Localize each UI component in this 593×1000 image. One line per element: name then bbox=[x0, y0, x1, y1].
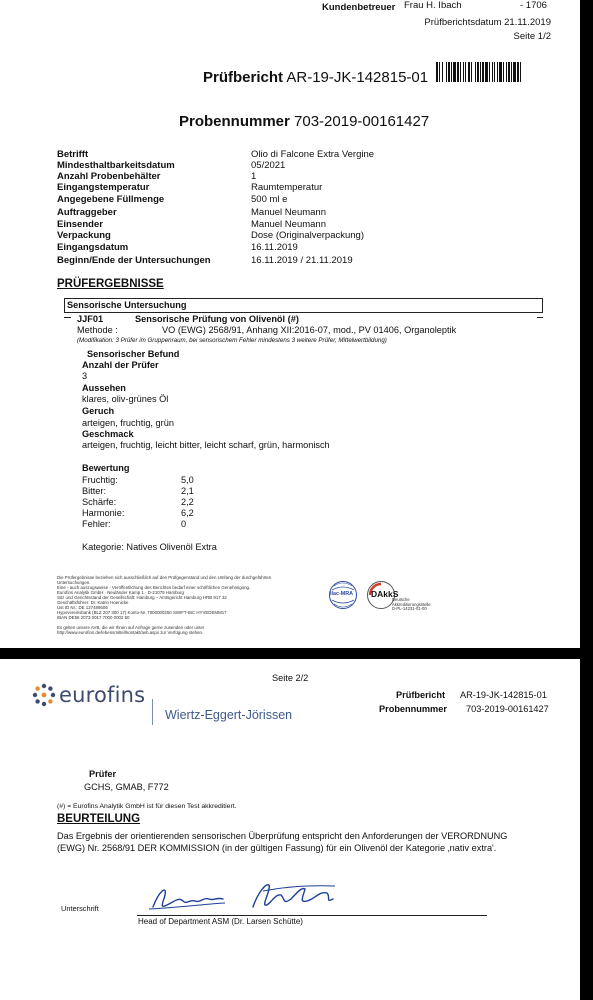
assessment-line-2: (EWG) Nr. 2568/91 DER KOMMISSION (in der gültigen Fassung) für ein Olivenöl der Kategorie ‚nativ extra'. bbox=[57, 843, 497, 853]
info-label: Betrifft bbox=[57, 149, 89, 160]
section-divider-left bbox=[64, 317, 71, 318]
section-divider-right bbox=[537, 317, 543, 318]
test-code: JJF01 bbox=[77, 314, 104, 324]
barcode bbox=[436, 62, 554, 82]
rating-value-fruchtig: 5,0 bbox=[181, 475, 194, 485]
footer-line: Es gelten unsere AVB, die wir Ihnen auf Anfrage gerne zusenden oder unter bbox=[57, 625, 205, 630]
dakks-caption-line: Akkreditierungsstelle bbox=[392, 601, 431, 607]
accreditation-footnote: (#) = Eurofins Analytik GmbH ist für diesen Test akkreditiert. bbox=[57, 803, 237, 810]
footer-line: http://www.eurofins.de/lebensmittel/kontakt/avb.aspx zur Verfügung stehen. bbox=[57, 630, 204, 635]
footer-line: Hypovereinsbank (BLZ 207 300 17) Konto-Nr. 7000000250 SWIFT-BIC HYVEDEMM17 bbox=[57, 610, 227, 615]
rating-label-schaerfe: Schärfe: bbox=[82, 497, 117, 507]
signature-line bbox=[137, 915, 487, 916]
method-value: VO (EWG) 2568/91, Anhang XII:2016-07, mod., PV 01406, Organoleptik bbox=[162, 325, 457, 335]
test-name: Sensorische Prüfung von Olivenöl (#) bbox=[135, 314, 299, 324]
rating-heading: Bewertung bbox=[82, 463, 130, 473]
info-value: 500 ml e bbox=[251, 194, 288, 205]
tester-count-value: 3 bbox=[82, 371, 88, 381]
info-row-mhd bbox=[57, 160, 557, 171]
rating-value-harmonie: 6,2 bbox=[181, 508, 194, 518]
info-label: Mindesthaltbarkeitsdatum bbox=[57, 160, 175, 171]
smell-value: arteigen, fruchtig, grün bbox=[82, 418, 174, 428]
rating-value-fehler: 0 bbox=[181, 519, 187, 529]
info-value: 05/2021 bbox=[251, 160, 286, 171]
footer-line: Untersuchungen. bbox=[57, 580, 91, 585]
assessment-heading: BEURTEILUNG bbox=[57, 813, 141, 825]
tester-label: Prüfer bbox=[89, 769, 117, 779]
report-number: AR-19-JK-142815-01 bbox=[460, 690, 547, 700]
page-number: Seite 1/2 bbox=[513, 31, 551, 42]
report-page-2 bbox=[0, 659, 580, 1000]
info-label: Auftraggeber bbox=[57, 207, 117, 218]
page-number: Seite 2/2 bbox=[272, 673, 309, 683]
info-value: Manuel Neumann bbox=[251, 219, 326, 230]
info-row-auftraggeber bbox=[57, 207, 557, 218]
report-number: AR-19-JK-142815-01 bbox=[286, 69, 429, 86]
tester-count-label: Anzahl der Prüfer bbox=[82, 360, 159, 370]
info-value: Manuel Neumann bbox=[251, 207, 326, 218]
info-row-fuellmenge bbox=[57, 194, 557, 205]
info-row-betrifft bbox=[57, 149, 557, 160]
info-label: Eingangsdatum bbox=[57, 242, 129, 253]
report-number-label: Prüfbericht bbox=[203, 69, 284, 86]
ilac-label: ilac-MRA bbox=[330, 591, 354, 597]
report-date: Prüfberichtsdatum 21.11.2019 bbox=[424, 17, 551, 28]
eurofins-logo bbox=[32, 683, 145, 707]
kundenbetreuer-value: Frau H. Ibach bbox=[404, 0, 462, 11]
info-row-temperatur bbox=[57, 182, 557, 193]
kundenbetreuer-label: Kundenbetreuer bbox=[322, 2, 396, 13]
barcode-bar bbox=[521, 62, 523, 82]
appearance-label: Aussehen bbox=[82, 383, 126, 393]
sample-number-line bbox=[179, 113, 429, 130]
taste-label: Geschmack bbox=[82, 429, 134, 439]
info-value: Olio di Falcone Extra Vergine bbox=[251, 149, 375, 160]
footer-line: Sitz und Gerichtsstand der Gesellschaft: Hamburg – Amtsgericht Hamburg HRB 917 32 bbox=[57, 595, 227, 600]
category: Kategorie: Natives Olivenöl Extra bbox=[82, 542, 217, 552]
signature-label: Unterschrift bbox=[61, 904, 99, 913]
tester-value: GCHS, GMAB, F772 bbox=[84, 782, 169, 792]
handwritten-signature bbox=[145, 877, 345, 917]
info-label: Beginn/Ende der Untersuchungen bbox=[57, 255, 211, 266]
appearance-value: klares, oliv-grünes Öl bbox=[82, 394, 169, 404]
dakks-label: DAkkS bbox=[371, 589, 399, 599]
rating-label-harmonie: Harmonie: bbox=[82, 508, 125, 518]
modification-note: (Modifikation: 3 Prüfer im Gruppenraum, bei sensorischem Fehler mindestens 3 weitere Prüfer, Mittelwertbildung) bbox=[77, 337, 387, 344]
footer-line: Geschäftsführer: Dr. Katrin Hoenicke bbox=[57, 600, 129, 605]
footer-fine-print bbox=[57, 575, 271, 635]
info-label: Anzahl Probenbehälter bbox=[57, 171, 161, 182]
info-value: 1 bbox=[251, 171, 257, 182]
report-number-label: Prüfbericht bbox=[396, 690, 446, 700]
report-number-line bbox=[203, 69, 428, 86]
eurofins-dots-icon bbox=[32, 683, 56, 707]
info-value: 16.11.2019 / 21.11.2019 bbox=[251, 255, 353, 266]
rating-value-schaerfe: 2,2 bbox=[181, 497, 194, 507]
signatory-name: Head of Department ASM (Dr. Larsen Schütte) bbox=[138, 917, 303, 926]
info-value: Raumtemperatur bbox=[251, 182, 323, 193]
sample-number: 703-2019-00161427 bbox=[294, 113, 430, 130]
eurofins-wordmark: eurofins bbox=[59, 683, 146, 707]
info-value: 16.11.2019 bbox=[251, 242, 298, 253]
rating-label-fruchtig: Fruchtig: bbox=[82, 475, 118, 485]
dakks-caption bbox=[392, 598, 431, 612]
footer-line: IBAN DE56 2073 0017 7000 0002 50 bbox=[57, 615, 130, 620]
sample-number-label: Probennummer bbox=[379, 704, 447, 714]
taste-value: arteigen, fruchtig, leicht bitter, leicht scharf, grün, harmonisch bbox=[82, 440, 330, 450]
info-label: Verpackung bbox=[57, 230, 111, 241]
dakks-caption-line: D-PL-14231-01-00 bbox=[392, 606, 427, 612]
info-label: Angegebene Füllmenge bbox=[57, 194, 165, 205]
sample-number: 703-2019-00161427 bbox=[466, 704, 549, 714]
sample-number-label: Probennummer bbox=[179, 113, 290, 130]
info-label: Eingangstemperatur bbox=[57, 182, 150, 193]
dakks-caption-line: Deutsche bbox=[392, 597, 410, 602]
assessment-line-1: Das Ergebnis der orientierenden sensorischen Überprüfung entspricht den Anforderungen der VERORDNUNG bbox=[57, 831, 508, 841]
info-row-verpackung bbox=[57, 230, 557, 241]
info-value: Dose (Originalverpackung) bbox=[251, 230, 364, 241]
smell-label: Geruch bbox=[82, 406, 115, 416]
info-row-untersuchung bbox=[57, 255, 557, 266]
lab-name: Wiertz-Eggert-Jörissen bbox=[165, 708, 293, 722]
rating-label-fehler: Fehler: bbox=[82, 519, 111, 529]
info-row-eingangsdatum bbox=[57, 242, 557, 253]
info-row-einsender bbox=[57, 219, 557, 230]
footer-line: Die Prüfergebnisse beziehen sich ausschließlich auf den Prüfgegenstand und den Umfang der durchgeführten bbox=[57, 575, 272, 580]
phone-extension: - 1706 bbox=[520, 0, 547, 11]
footer-line: Eurofins Analytik GmbH · Neuländer Kamp 1 · D-21079 Hamburg bbox=[57, 590, 184, 595]
rating-label-bitter: Bitter: bbox=[82, 486, 106, 496]
results-heading: PRÜFERGEBNISSE bbox=[57, 278, 164, 290]
ilac-mra-logo bbox=[328, 580, 358, 610]
findings-heading: Sensorischer Befund bbox=[87, 349, 180, 359]
info-row-anzahl bbox=[57, 171, 557, 182]
rating-value-bitter: 2,1 bbox=[181, 486, 194, 496]
footer-line: Ust ID Nr.: DE 127489506 bbox=[57, 605, 108, 610]
info-label: Einsender bbox=[57, 219, 103, 230]
footer-line: Eine - auch auszugsweise - Veröffentlichung des Berichtes bedarf einer schriftlichen Genehmigung. bbox=[57, 585, 251, 590]
logo-divider bbox=[152, 699, 153, 725]
section-title: Sensorische Untersuchung bbox=[67, 300, 187, 310]
method-label: Methode : bbox=[77, 325, 118, 335]
